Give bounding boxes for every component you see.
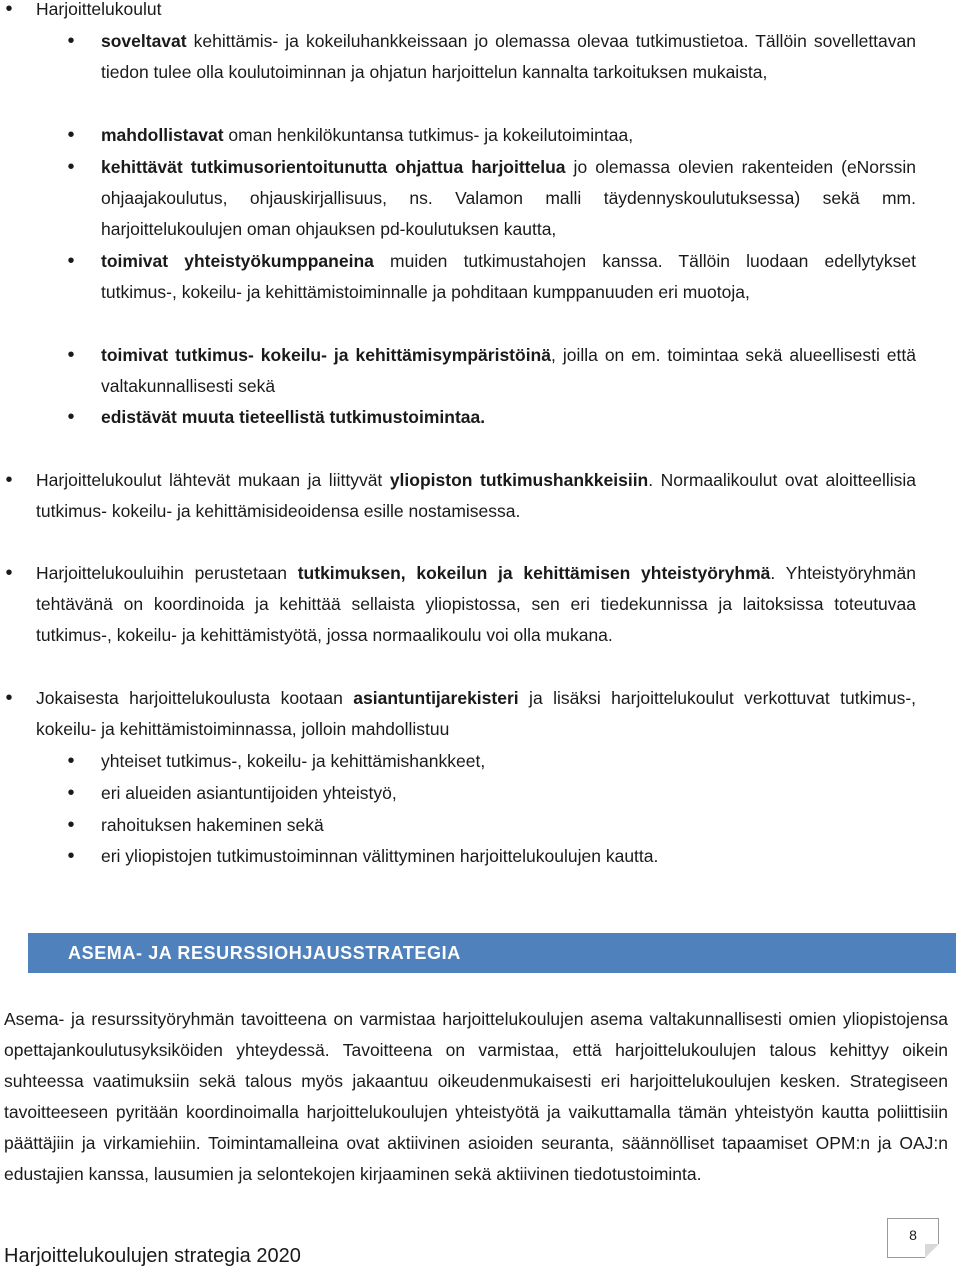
bold-term: toimivat yhteistyökumppaneina: [101, 251, 374, 271]
bold-term: tutkimuksen, kokeilun ja kehittämisen yhteistyöryhmä: [297, 563, 771, 583]
page-number: 8: [909, 1227, 917, 1243]
bullet-asiantuntijarekisteri: [36, 683, 916, 745]
bullet-icon: [66, 340, 76, 371]
footer-title: Harjoittelukoulujen strategia 2020: [4, 1245, 301, 1267]
bullet-harjoittelukoulut: [36, 0, 916, 25]
bullet-text: ja lisäksi harjoittelukoulut verkottuvat tutkimus-, kokeilu- ja kehittämistoiminnassa, jolloin mahdollistuu: [36, 688, 917, 739]
bullet-icon: [66, 26, 76, 57]
bullet-icon: [66, 746, 76, 777]
bullet-icon: [66, 246, 76, 277]
page-number-box: [887, 1218, 939, 1258]
bullet-icon: [66, 152, 76, 183]
bullet-text: oman henkilökuntansa tutkimus- ja kokeilutoimintaa,: [223, 125, 634, 145]
bullet-text: jo olemassa olevien rakenteiden (eNorssin ohjaajakoulutus, ohjauskirjallisuus, ns. Valamon malli täydennyskoulutuksessa) sekä mm. harjoittelukoulujen oman ohjauksen pd-koulutuksen kautta,: [101, 157, 916, 239]
bold-term: edistävät muuta tieteellistä tutkimustoimintaa.: [101, 407, 486, 427]
folded-corner-icon: [925, 1244, 939, 1258]
bullet-text: yhteiset tutkimus-, kokeilu- ja kehittämishankkeet,: [101, 751, 486, 771]
section-heading: ASEMA- JA RESURSSIOHJAUSSTRATEGIA: [28, 933, 956, 973]
bullet-icon: [66, 810, 76, 841]
sub-bullet-kehittavat: [101, 152, 916, 245]
bullet-text: Harjoittelukouluihin perustetaan: [36, 563, 298, 583]
bullet-icon: [4, 0, 14, 25]
sub-bullet-yhteistyokumppaneina: [101, 246, 916, 308]
bullet-icon: [66, 120, 76, 151]
sub-bullet-yhteistyo: [101, 778, 916, 809]
bold-term: kehittävät tutkimusorientoitunutta ohjattua harjoittelua: [101, 157, 566, 177]
bullet-text: eri yliopistojen tutkimustoiminnan välittyminen harjoittelukoulujen kautta.: [101, 846, 659, 866]
sub-bullet-ymparistoina: [101, 340, 916, 402]
bold-term: asiantuntijarekisteri: [353, 688, 519, 708]
bullet-text: , joilla on em. toimintaa sekä alueellisesti että valtakunnallisesti sekä: [101, 345, 916, 396]
bullet-icon: [4, 683, 14, 714]
section-paragraph: Asema- ja resurssityöryhmän tavoitteena on varmistaa harjoittelukoulujen asema valtakunnallisesti omien yliopistojensa opettajankoulutusyksiköiden yhteydessä. Tavoitteena on varmistaa, että harjoittelukoulujen talous kehittyy oikein suhteessa vaatimuksiin sekä talous myös jakaantuu oikeudenmukaisesti eri harjoittelukoulujen kesken. Strategiseen tavoitteeseen pyritään koordinoimalla harjoittelukoulujen yhteistyötä ja vaikuttamalla tämän yhteistyön kautta poliittisiin päättäjiin ja virkamiehiin. Toimintamalleina ovat aktiivinen asioiden seuranta, säännölliset tapaamiset OPM:n ja OAJ:n edustajien kanssa, lausumien ja selontekojen kirjaaminen sekä aktiivinen tiedotustoiminta.: [4, 1009, 948, 1184]
bold-term: soveltavat: [101, 31, 187, 51]
bullet-icon: [66, 841, 76, 872]
bullet-icon: [4, 465, 14, 496]
bullet-yhteistyoryhma: [36, 558, 916, 651]
bullet-icon: [4, 558, 14, 589]
sub-bullet-mahdollistavat: [101, 120, 916, 151]
bold-term: toimivat tutkimus- kokeilu- ja kehittämisympäristöinä: [101, 345, 551, 365]
bullet-icon: [66, 402, 76, 433]
bullet-tutkimushankkeisiin: [36, 465, 916, 527]
bullet-text: muiden tutkimustahojen kanssa. Tällöin luodaan edellytykset tutkimus-, kokeilu- ja kehittämistoiminnalle ja pohditaan kumppanuuden eri muotoja,: [101, 251, 916, 302]
bullet-text: Jokaisesta harjoittelukoulusta kootaan: [36, 688, 354, 708]
bullet-text: kehittämis- ja kokeiluhankkeissaan jo olemassa olevaa tutkimustietoa. Tällöin sovellettavan tiedon tulee olla koulutoiminnan ja ohjatun harjoittelun kannalta tarkoituksen mukaista,: [101, 31, 916, 82]
sub-bullet-rahoitus: [101, 810, 916, 841]
bullet-text: . Yhteistyöryhmän tehtävänä on koordinoida ja kehittää sellaista yliopistossa, sen eri tiedekunnissa ja laitoksissa toteutuvaa tutkimus-, kokeilu- ja kehittämistyötä, jossa normaalikoulu voi olla mukana.: [36, 563, 916, 645]
bold-term: yliopiston tutkimushankkeisiin: [389, 470, 649, 490]
bullet-icon: [66, 778, 76, 809]
bold-term: mahdollistavat: [101, 125, 224, 145]
bullet-text: Harjoittelukoulut: [36, 0, 162, 19]
sub-bullet-edistavat: [101, 402, 916, 433]
bullet-text: . Normaalikoulut ovat aloitteellisia tutkimus- kokeilu- ja kehittämisideoidensa esille nostamisessa.: [36, 470, 916, 521]
sub-bullet-hankkeet: [101, 746, 916, 777]
bullet-text: eri alueiden asiantuntijoiden yhteistyö,: [101, 783, 397, 803]
bullet-text: rahoituksen hakeminen sekä: [101, 815, 324, 835]
bullet-text: Harjoittelukoulut lähtevät mukaan ja liittyvät: [36, 470, 390, 490]
sub-bullet-soveltavat: [101, 26, 916, 88]
sub-bullet-valittyminen: [101, 841, 916, 872]
